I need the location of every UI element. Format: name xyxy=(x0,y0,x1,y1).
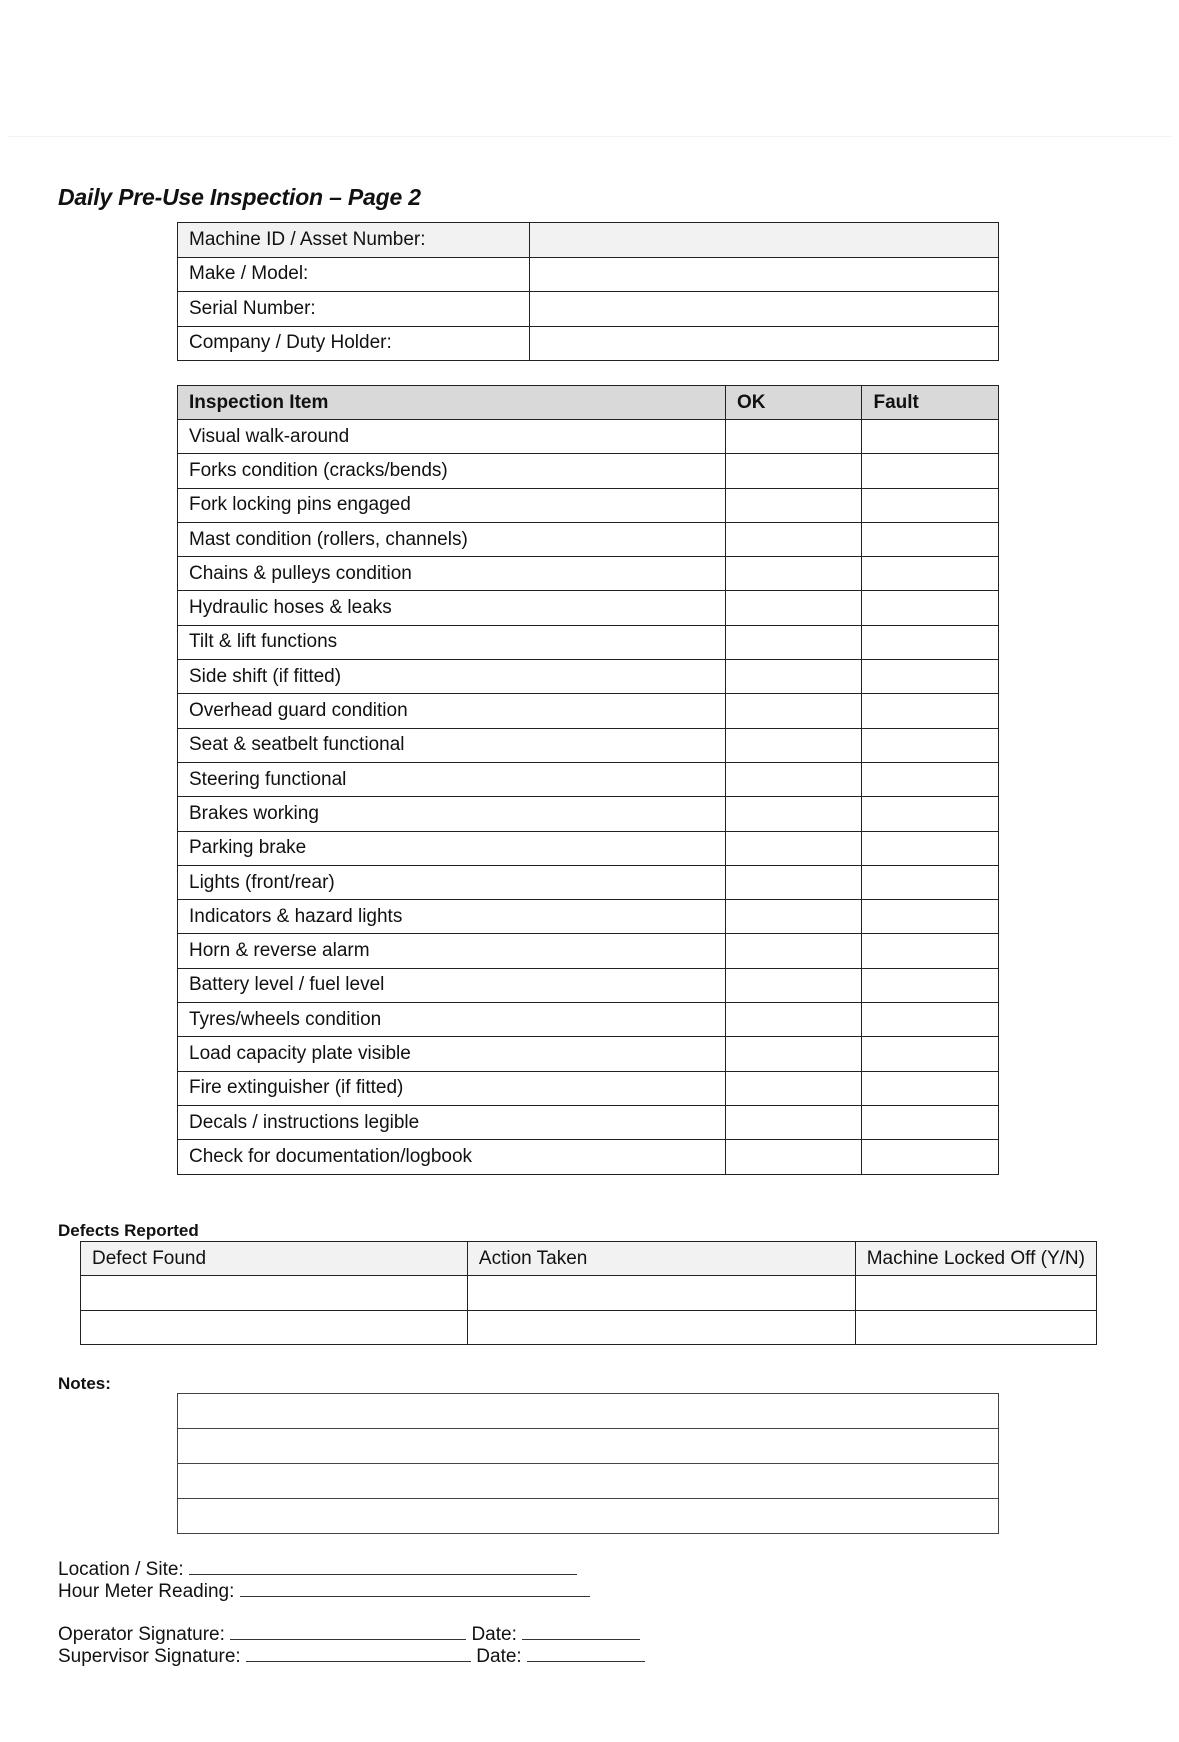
info-row-machine-id xyxy=(178,223,999,258)
hour-meter-label: Hour Meter Reading: xyxy=(58,1581,235,1602)
ok-checkbox-cell[interactable] xyxy=(726,522,862,556)
inspection-item-label: Steering functional xyxy=(178,762,726,796)
defects-table xyxy=(80,1241,1097,1345)
location-label: Location / Site: xyxy=(58,1559,184,1580)
header-inspection-item: Inspection Item xyxy=(178,386,726,420)
inspection-item-label: Side shift (if fitted) xyxy=(178,660,726,694)
fault-checkbox-cell[interactable] xyxy=(862,797,999,831)
defect-found-cell[interactable] xyxy=(81,1310,468,1345)
ok-checkbox-cell[interactable] xyxy=(726,728,862,762)
inspection-row xyxy=(178,557,999,591)
header-action-taken: Action Taken xyxy=(467,1242,855,1276)
defects-reported-label: Defects Reported xyxy=(58,1221,199,1240)
notes-line xyxy=(178,1464,999,1499)
inspection-item-label: Fire extinguisher (if fitted) xyxy=(178,1071,726,1105)
machine-info-table xyxy=(177,222,999,361)
info-row-company xyxy=(178,326,999,361)
defect-found-cell[interactable] xyxy=(81,1276,468,1311)
inspection-row xyxy=(178,454,999,488)
info-value-field[interactable] xyxy=(530,326,999,361)
supervisor-date-label: Date: xyxy=(476,1646,522,1667)
inspection-item-label: Brakes working xyxy=(178,797,726,831)
info-row-serial-number xyxy=(178,292,999,327)
notes-line xyxy=(178,1429,999,1464)
inspection-row xyxy=(178,625,999,659)
ok-checkbox-cell[interactable] xyxy=(726,1003,862,1037)
header-fault: Fault xyxy=(862,386,999,420)
info-value-field[interactable] xyxy=(530,292,999,327)
ok-checkbox-cell[interactable] xyxy=(726,420,862,454)
inspection-item-label: Forks condition (cracks/bends) xyxy=(178,454,726,488)
fault-checkbox-cell[interactable] xyxy=(862,454,999,488)
header-defect-found: Defect Found xyxy=(81,1242,468,1276)
ok-checkbox-cell[interactable] xyxy=(726,1037,862,1071)
info-row-make-model xyxy=(178,257,999,292)
ok-checkbox-cell[interactable] xyxy=(726,488,862,522)
inspection-item-label: Overhead guard condition xyxy=(178,694,726,728)
inspection-item-label: Indicators & hazard lights xyxy=(178,900,726,934)
fault-checkbox-cell[interactable] xyxy=(862,488,999,522)
machine-locked-cell[interactable] xyxy=(855,1310,1096,1345)
defects-header-row xyxy=(81,1242,1097,1276)
inspection-row xyxy=(178,420,999,454)
supervisor-date-line[interactable] xyxy=(527,1645,645,1662)
notes-line-field[interactable] xyxy=(178,1464,999,1499)
fault-checkbox-cell[interactable] xyxy=(862,660,999,694)
operator-signature-label: Operator Signature: xyxy=(58,1624,225,1645)
fault-checkbox-cell[interactable] xyxy=(862,625,999,659)
fault-checkbox-cell[interactable] xyxy=(862,694,999,728)
fault-checkbox-cell[interactable] xyxy=(862,1003,999,1037)
inspection-row xyxy=(178,865,999,899)
info-label: Make / Model: xyxy=(178,257,530,292)
fault-checkbox-cell[interactable] xyxy=(862,728,999,762)
inspection-item-label: Horn & reverse alarm xyxy=(178,934,726,968)
ok-checkbox-cell[interactable] xyxy=(726,591,862,625)
ok-checkbox-cell[interactable] xyxy=(726,968,862,1002)
header-ok: OK xyxy=(726,386,862,420)
notes-line xyxy=(178,1394,999,1429)
location-field xyxy=(58,1558,577,1581)
info-label: Serial Number: xyxy=(178,292,530,327)
fault-checkbox-cell[interactable] xyxy=(862,865,999,899)
info-value-field[interactable] xyxy=(530,257,999,292)
hour-meter-line[interactable] xyxy=(240,1580,590,1597)
fault-checkbox-cell[interactable] xyxy=(862,831,999,865)
inspection-row xyxy=(178,660,999,694)
inspection-row xyxy=(178,1003,999,1037)
ok-checkbox-cell[interactable] xyxy=(726,865,862,899)
notes-line-field[interactable] xyxy=(178,1429,999,1464)
inspection-row xyxy=(178,934,999,968)
inspection-row xyxy=(178,762,999,796)
ok-checkbox-cell[interactable] xyxy=(726,1140,862,1174)
inspection-item-label: Fork locking pins engaged xyxy=(178,488,726,522)
notes-box xyxy=(177,1393,999,1534)
ok-checkbox-cell[interactable] xyxy=(726,900,862,934)
inspection-row xyxy=(178,591,999,625)
info-value-field[interactable] xyxy=(530,223,999,258)
notes-line xyxy=(178,1499,999,1534)
page-title: Daily Pre-Use Inspection – Page 2 xyxy=(58,184,421,210)
ok-checkbox-cell[interactable] xyxy=(726,1071,862,1105)
ok-checkbox-cell[interactable] xyxy=(726,694,862,728)
inspection-row xyxy=(178,968,999,1002)
location-line[interactable] xyxy=(189,1558,577,1575)
fault-checkbox-cell[interactable] xyxy=(862,934,999,968)
notes-line-field[interactable] xyxy=(178,1499,999,1534)
operator-date-line[interactable] xyxy=(522,1623,640,1640)
inspection-row xyxy=(178,900,999,934)
fault-checkbox-cell[interactable] xyxy=(862,900,999,934)
inspection-item-label: Visual walk-around xyxy=(178,420,726,454)
notes-line-field[interactable] xyxy=(178,1394,999,1429)
fault-checkbox-cell[interactable] xyxy=(862,420,999,454)
fault-checkbox-cell[interactable] xyxy=(862,762,999,796)
inspection-row xyxy=(178,831,999,865)
inspection-row xyxy=(178,1037,999,1071)
operator-signature-line[interactable] xyxy=(230,1623,466,1640)
fault-checkbox-cell[interactable] xyxy=(862,522,999,556)
ok-checkbox-cell[interactable] xyxy=(726,762,862,796)
fault-checkbox-cell[interactable] xyxy=(862,591,999,625)
fault-checkbox-cell[interactable] xyxy=(862,1105,999,1139)
inspection-item-label: Hydraulic hoses & leaks xyxy=(178,591,726,625)
inspection-item-label: Lights (front/rear) xyxy=(178,865,726,899)
inspection-item-label: Battery level / fuel level xyxy=(178,968,726,1002)
inspection-item-label: Mast condition (rollers, channels) xyxy=(178,522,726,556)
inspection-row xyxy=(178,728,999,762)
notes-label: Notes: xyxy=(58,1374,111,1393)
ok-checkbox-cell[interactable] xyxy=(726,831,862,865)
action-taken-cell[interactable] xyxy=(467,1310,855,1345)
info-label: Company / Duty Holder: xyxy=(178,326,530,361)
info-label: Machine ID / Asset Number: xyxy=(178,223,530,258)
inspection-table xyxy=(177,385,999,1175)
inspection-item-label: Seat & seatbelt functional xyxy=(178,728,726,762)
supervisor-signature-line[interactable] xyxy=(246,1645,471,1662)
supervisor-signature-label: Supervisor Signature: xyxy=(58,1646,241,1667)
inspection-row xyxy=(178,488,999,522)
ok-checkbox-cell[interactable] xyxy=(726,557,862,591)
inspection-row xyxy=(178,522,999,556)
inspection-row xyxy=(178,694,999,728)
operator-date-label: Date: xyxy=(471,1624,517,1645)
inspection-item-label: Check for documentation/logbook xyxy=(178,1140,726,1174)
defect-row xyxy=(81,1310,1097,1345)
inspection-row xyxy=(178,1140,999,1174)
header-machine-locked-off: Machine Locked Off (Y/N) xyxy=(855,1242,1096,1276)
defect-row xyxy=(81,1276,1097,1311)
fault-checkbox-cell[interactable] xyxy=(862,1071,999,1105)
inspection-item-label: Tyres/wheels condition xyxy=(178,1003,726,1037)
fault-checkbox-cell[interactable] xyxy=(862,557,999,591)
inspection-body xyxy=(178,420,999,1175)
ok-checkbox-cell[interactable] xyxy=(726,660,862,694)
inspection-item-label: Decals / instructions legible xyxy=(178,1105,726,1139)
hour-meter-field xyxy=(58,1580,590,1603)
ok-checkbox-cell[interactable] xyxy=(726,934,862,968)
machine-locked-cell[interactable] xyxy=(855,1276,1096,1311)
inspection-row xyxy=(178,797,999,831)
fault-checkbox-cell[interactable] xyxy=(862,1037,999,1071)
inspection-item-label: Load capacity plate visible xyxy=(178,1037,726,1071)
fault-checkbox-cell[interactable] xyxy=(862,968,999,1002)
supervisor-signature-field xyxy=(58,1645,645,1668)
action-taken-cell[interactable] xyxy=(467,1276,855,1311)
ok-checkbox-cell[interactable] xyxy=(726,1105,862,1139)
inspection-header-row xyxy=(178,386,999,420)
inspection-item-label: Tilt & lift functions xyxy=(178,625,726,659)
ok-checkbox-cell[interactable] xyxy=(726,454,862,488)
inspection-item-label: Parking brake xyxy=(178,831,726,865)
fault-checkbox-cell[interactable] xyxy=(862,1140,999,1174)
ok-checkbox-cell[interactable] xyxy=(726,625,862,659)
operator-signature-field xyxy=(58,1623,640,1646)
inspection-row xyxy=(178,1071,999,1105)
inspection-item-label: Chains & pulleys condition xyxy=(178,557,726,591)
inspection-row xyxy=(178,1105,999,1139)
ok-checkbox-cell[interactable] xyxy=(726,797,862,831)
